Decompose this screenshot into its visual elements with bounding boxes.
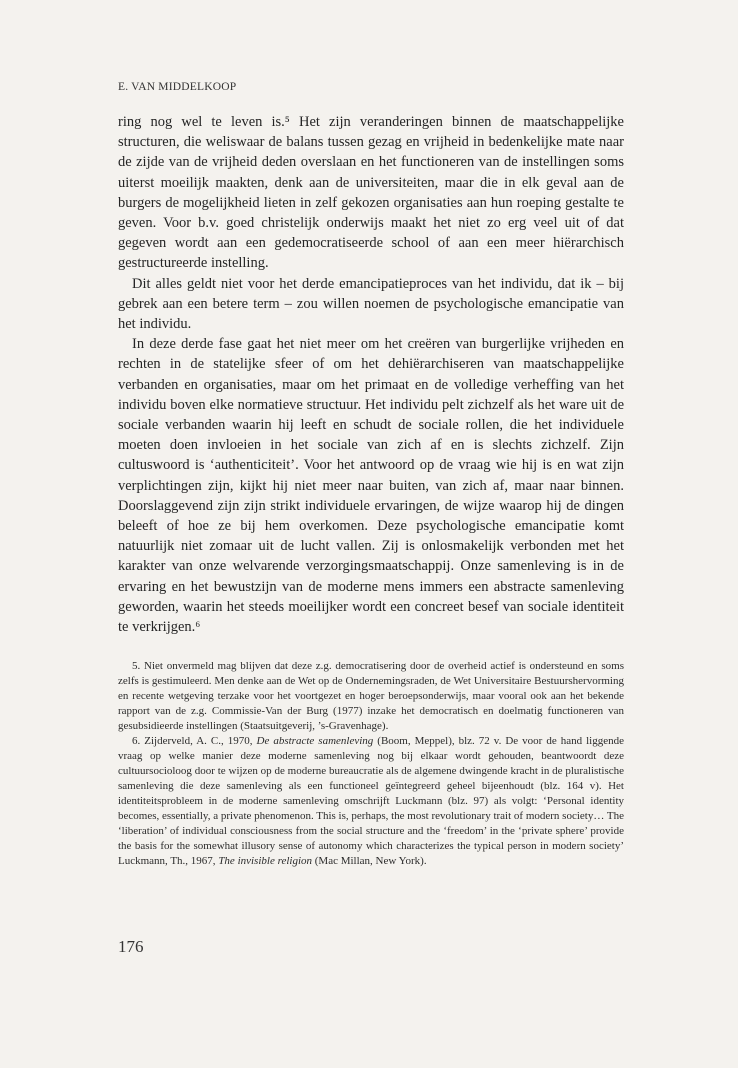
page-number: 176 bbox=[118, 937, 144, 956]
paragraph-2: Dit alles geldt niet voor het derde emancipatieproces van het individu, dat ik – bij gebrek aan een betere term – zou willen noemen de psychologische emancipatie van het individu. bbox=[118, 275, 624, 333]
footnote-6-body: (Boom, Meppel), blz. 72 v. De voor de hand liggende vraag op welke manier deze moderne samenleving nog bij elkaar wordt gehouden, beantwoordt deze cultuursocioloog door te wijzen op de moderne bureaucratie als de algemene dwingende kracht in de pluralistische samenleving die deze samenleving als een functioneel geïntegreerd geheel bijeenhoudt (blz. 164 v). Het identiteitsprobleem in de moderne samenleving omschrijft Luckmann (blz. 97) als volgt: ‘Personal identity becomes, essentially, a private phenomenon. This is, perhaps, the most revolutionary trait of modern society… The ‘liberation’ of individual consciousness from the social structure and the ‘freedom’ in the ‘private sphere’ provide the basis for the somewhat illusory sense of autonomy which characterizes the typical person in modern society’ Luckmann, Th., 1967, bbox=[118, 735, 624, 867]
footnote-6-book-title: De abstracte samenleving bbox=[256, 735, 374, 747]
footnote-5: 5. Niet onvermeld mag blijven dat deze z.g. democratisering door de overheid actief is ondersteund en soms zelfs is gestimuleerd. Men denke aan de Wet op de Ondernemingsraden, de Wet Universitaire Bestuurshervorming en recente wetgeving terzake voor het voortgezet en hoger beroepsonderwijs, maar vooral ook aan het bekende rapport van de z.g. Commissie-Van der Burg (1977) inzake het democratisch en doelmatig functioneren van gesubsidieerde instellingen (Staatsuitgeverij, ’s-Gravenhage). bbox=[118, 660, 624, 732]
footnote-6-publisher: (Mac Millan, New York). bbox=[312, 855, 427, 867]
running-head: E. VAN MIDDELKOOP bbox=[118, 81, 237, 93]
body-text bbox=[118, 112, 624, 637]
footnote-6-citation: 6. Zijderveld, A. C., 1970, bbox=[132, 735, 257, 747]
footnote-6-book-title-2: The invisible religion bbox=[218, 855, 313, 867]
footnotes bbox=[118, 659, 624, 869]
paragraph-3: In deze derde fase gaat het niet meer om het creëren van burgerlijke vrijheden en rechten in de statelijke sfeer of om het dehiërarchiseren van maatschappelijke verbanden en organisaties, maar om het primaat en de volledige verheffing van het individu boven elke normatieve structuur. Het individu pelt zichzelf als het ware uit de sociale verbanden waarin hij leeft en schudt de sociale rollen, die het individuele moeten doen invloeien in het sociale van zich af en is slechts zichzelf. Zijn cultuswoord is ‘authenticiteit’. Voor het antwoord op de vraag wie hij is en wat zijn verplichtingen zijn, kijkt hij niet meer naar buiten, van zich af, maar naar binnen. Doorslaggevend zijn zijn strikt individuele ervaringen, de wijze waarop hij de dingen beleeft of hoe ze bij hem overkomen. Deze psychologische emancipatie komt natuurlijk niet zomaar uit de lucht vallen. Zij is onlosmakelijk verbonden met het karakter van onze welvarende verzorgingsmaatschappij. Onze samenleving is in de ervaring en het bewustzijn van de moderne mens immers een abstracte samenleving geworden, waarin het steeds moeilijker wordt een concreet besef van sociale identiteit te verkrijgen.⁶ bbox=[118, 336, 624, 636]
footnote-6 bbox=[118, 734, 624, 869]
paragraph-1: ring nog wel te leven is.⁵ Het zijn veranderingen binnen de maatschappelijke structuren, die weliswaar de balans tussen gezag en vrijheid in bedenkelijke mate naar de zijde van de vrijheid deden overslaan en het functioneren van de instellingen soms uiterst moeilijk maakten, denk aan de universiteiten, maar die in elk geval aan de burgers de mogelijkheid lieten in zelf gekozen organisaties aan hun roeping gestalte te geven. Voor b.v. goed christelijk onderwijs maakt het niet zo erg veel uit of dat gegeven wordt aan een gedemocratiseerde school of aan een meer hiërarchisch gestructureerde instelling. bbox=[118, 114, 624, 272]
